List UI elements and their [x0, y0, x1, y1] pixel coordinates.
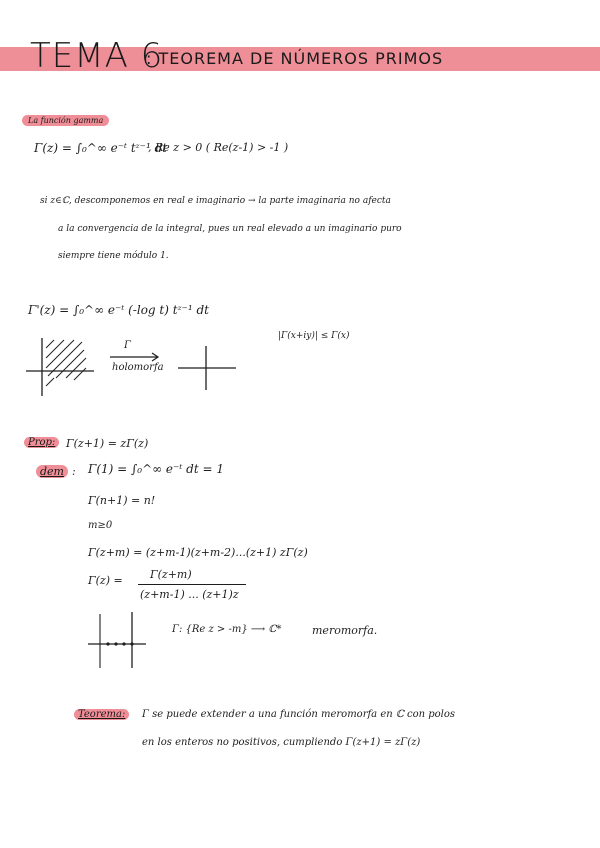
poles-sketch — [88, 612, 150, 670]
prop-statement: Γ(z+1) = zΓ(z) — [66, 437, 149, 450]
theorem-tag: Teorema: — [74, 709, 129, 720]
proof-line-4: Γ(z+m) = (z+m-1)(z+m-2)...(z+1) zΓ(z) — [88, 546, 308, 559]
text-line-2: a la convergencia de la integral, pues un real elevado a un imaginario puro — [58, 224, 402, 234]
modulus-note: |Γ(x+iy)| ≤ Γ(x) — [278, 331, 350, 341]
meromorph-word: meromorfa. — [312, 624, 378, 637]
gamma-derivative: Γ'(z) = ∫₀^∞ e⁻ᵗ (-log t) tᶻ⁻¹ dt — [28, 303, 210, 317]
page-title: TEMA 6 — [30, 36, 164, 76]
arrow-label-top: Γ — [124, 340, 131, 351]
complex-plane-sketch — [178, 346, 238, 392]
page-subtitle: : TEOREMA DE NÚMEROS PRIMOS — [146, 49, 444, 68]
gamma-definition: Γ(z) = ∫₀^∞ e⁻ᵗ tᶻ⁻¹ dt — [34, 141, 168, 155]
fraction-lhs: Γ(z) = — [88, 574, 123, 587]
half-plane-sketch — [26, 338, 96, 398]
section-tag-gamma: La función gamma — [22, 115, 109, 126]
fraction-bar — [138, 584, 246, 585]
theorem-line-1: Γ se puede extender a una función meromorfa en ℂ con polos — [142, 709, 456, 720]
text-line-1: si z∈ℂ, descomponemos en real e imaginario → la parte imaginaria no afecta — [40, 196, 391, 206]
dem-colon: : — [72, 465, 76, 478]
fraction-denominator: (z+m-1) ... (z+1)z — [140, 588, 239, 601]
dem-tag: dem — [36, 465, 68, 478]
theorem-line-2: en los enteros no positivos, cumpliendo Γ(z+1) = zΓ(z) — [142, 737, 421, 748]
fraction-numerator: Γ(z+m) — [150, 568, 192, 581]
prop-tag: Prop: — [24, 437, 59, 448]
arrow-label-bottom: holomorfa — [112, 362, 164, 373]
text-line-3: siempre tiene módulo 1. — [58, 251, 169, 261]
meromorph-map: Γ: {Re z > -m} ⟶ ℂ* — [172, 624, 282, 635]
holomorphic-arrow — [110, 352, 162, 362]
proof-line-2: Γ(n+1) = n! — [88, 494, 156, 507]
gamma-condition: , Re z > 0 ( Re(z-1) > -1 ) — [148, 141, 289, 154]
proof-line-3: m≥0 — [88, 520, 113, 531]
proof-line-1: Γ(1) = ∫₀^∞ e⁻ᵗ dt = 1 — [88, 462, 224, 476]
